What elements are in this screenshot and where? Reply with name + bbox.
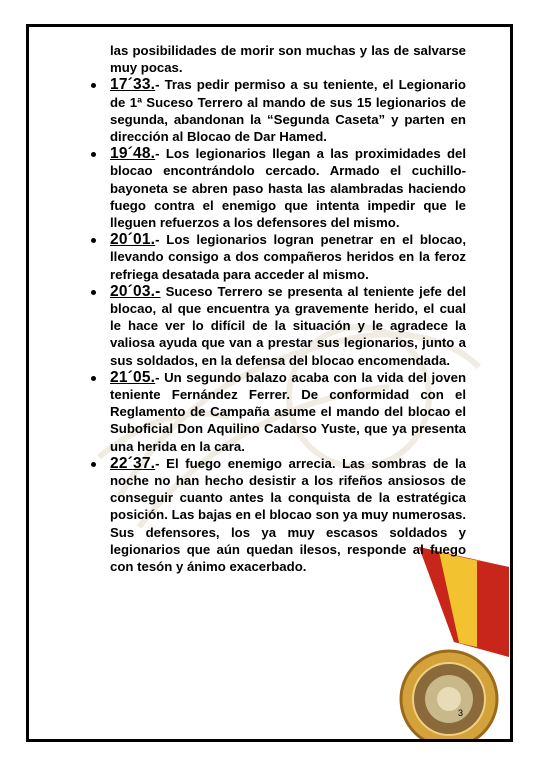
bullet-icon (91, 238, 96, 243)
event-text: - Los legionarios llegan a las proximidades del blocao encontrándolo cercado. Armado el cuchillo-bayoneta se abren paso hasta las alambradas haciendo fuego contra el enemigo que intenta impedir que le lleguen refuerzos a los defensores del mismo. (110, 146, 466, 231)
event-text: Suceso Terrero se presenta al teniente jefe del blocao, al que encuentra ya gravemente herido, el cual le hace ver lo difícil de la situación y le agradece la valiosa ayuda que van a prestar sus legionarios, junto a sus soldados, en la defensa del blocao encomendada. (110, 283, 466, 368)
bullet-icon (91, 152, 96, 157)
event-list (83, 76, 466, 575)
event-time: 20´03.- (110, 282, 161, 300)
bullet-icon (91, 462, 96, 467)
event-time: 21´05. (110, 368, 156, 386)
list-item (83, 231, 466, 283)
event-time: 17´33. (110, 76, 156, 94)
event-time: 22´37. (110, 454, 156, 472)
list-item (83, 369, 466, 455)
list-item (83, 455, 466, 575)
list-item (83, 145, 466, 231)
page-number: 3 (458, 708, 464, 718)
continuation-paragraph: las posibilidades de morir son muchas y las de salvarse muy pocas. (110, 43, 466, 76)
event-text: - Un segundo balazo acaba con la vida del joven teniente Fernández Ferrer. De conformidad con el Reglamento de Campaña asume el mando del blocao el Suboficial Don Aquilino Cadarso Yuste, que ya presenta una herida en la cara. (110, 369, 466, 454)
bullet-icon (91, 290, 96, 295)
bullet-icon (91, 83, 96, 88)
event-text: - Los legionarios logran penetrar en el blocao, llevando consigo a dos compañeros heridos en la feroz refriega desatada para acceder al mismo. (110, 232, 466, 282)
medal-image (359, 547, 509, 742)
event-time: 19´48. (110, 145, 156, 163)
event-text: - Tras pedir permiso a su teniente, el Legionario de 1ª Suceso Terrero al mando de sus 15 legionarios de segunda, abandonan la “Segunda Caseta” y parten en dirección al Blocao de Dar Hamed. (110, 77, 466, 145)
event-time: 20´01. (110, 231, 156, 249)
event-text: - El fuego enemigo arrecia. Las sombras de la noche no han hecho desistir a los rifeños ansiosos de conseguir cuanto antes la conquista de la estratégica posición. Las bajas en el blocao son ya muy numerosas. Sus defensores, los ya muy escasos soldados y legionarios que aún quedan ilesos, responde al fuego con tesón y ánimo exacerbado. (110, 455, 466, 575)
list-item (83, 76, 466, 145)
list-item (83, 283, 466, 369)
bullet-icon (91, 376, 96, 381)
document-body (83, 42, 466, 575)
